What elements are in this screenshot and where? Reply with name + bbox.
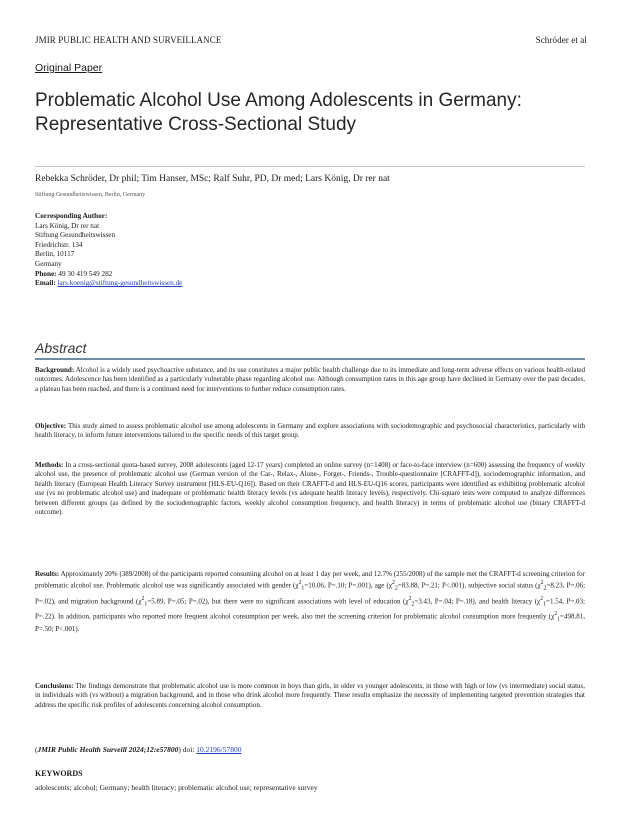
results-label: Results: (35, 570, 60, 578)
email-link[interactable]: lars.koenig@stiftung-gesundheitswissen.de (57, 279, 183, 288)
corresponding-phone: Phone: 49 30 419 549 282 (35, 269, 113, 278)
methods-label: Methods: (35, 461, 64, 469)
methods-text: In a cross-sectional quota-based survey, 2008 adolescents (aged 12-17 years) completed an online survey (n=1408) or face-to-face interview (n=600) assessing the frequency of weekly alcohol use, the presence of problematic alcohol use (German version of the Car-, Relax-, Alone-, Forget-, Friends-, Trouble-questionnaire [CRAFFT-d]), sociodemographic information, and health literacy (European Health Literacy Survey instrument [HLS-EU-Q16]). Based on their CRAFFT-d and HLS-EU-Q16 scores, participants were identified as exhibiting problematic alcohol use (vs no problematic alcohol use) and inadequate or problematic health literacy levels (vs adequate health literacy levels), respectively. Chi-square tests were computed to analyze differences between different groups (as defined by the sociodemographic factors, weekly alcohol consumption frequency, and health literacy) in terms of problematic alcohol use (binary CRAFFT-d outcome). (35, 461, 585, 517)
doi-link[interactable]: 10.2196/57800 (196, 745, 242, 754)
abstract-heading: Abstract (35, 340, 87, 356)
corresponding-author-block (35, 212, 182, 289)
abstract-divider (35, 358, 585, 360)
corresponding-name: Lars König, Dr rer nat (35, 221, 100, 230)
corresponding-country: Germany (35, 259, 62, 268)
corresponding-city: Berlin, 10117 (35, 250, 75, 259)
article-title (35, 89, 595, 137)
objective-label: Objective: (35, 422, 67, 430)
keywords-heading: KEYWORDS (35, 769, 83, 778)
background-label: Background: (35, 366, 75, 374)
keywords-text: adolescents; alcohol; Germany; health literacy; problematic alcohol use; representative survey (35, 783, 318, 792)
title-line-1: Problematic Alcohol Use Among Adolescents in Germany: (35, 90, 522, 111)
corresponding-label: Corresponding Author: (35, 212, 108, 220)
objective-text: This study aimed to assess problematic alcohol use among adolescents in Germany and explore associations with sociodemographic and psychosocial characteristics, particularly with health literacy, to inform future interventions tailored to the specific needs of this target group. (35, 422, 586, 440)
abstract-methods (35, 461, 585, 517)
corresponding-org: Stiftung Gesundheitswissen (35, 231, 116, 240)
background-text: Alcohol is a widely used psychoactive substance, and its use constitutes a major public health challenge due to its immediate and long-term adverse effects on various health-related outcomes. Adolescence has been identified as a particularly vulnerable phase regarding alcohol use. Although consumption rates in this age group have declined in Germany over the past decades, a plateau has been reached, and there is a continued need for interventions to further reduce consumption rates. (35, 366, 585, 393)
citation: (JMIR Public Health Surveill 2024;12:e57800) doi: 10.2196/57800 (35, 745, 242, 754)
title-line-2: Representative Cross-Sectional Study (35, 114, 357, 135)
corresponding-street: Friedrichstr. 134 (35, 240, 83, 249)
title-divider (35, 166, 585, 167)
article-type-link[interactable]: Original Paper (35, 62, 103, 74)
conclusions-text: The findings demonstrate that problematic alcohol use is more common in boys than girls, in older vs younger adolescents, in those with high or low (vs intermediate) social status, in individuals with (vs without) a migration background, and in those who drink alcohol more frequently. These results emphasize the necessity of implementing targeted prevention strategies that address the specific risk profiles of adolescents concerning alcohol consumption. (35, 682, 586, 709)
abstract-results: Results: Approximately 20% (389/2008) of the participants reported consuming alcohol on at least 1 day per week, and 12.7% (255/2008) of the sample met the CRAFFT-d screening criterion for problematic alcohol use. Problematic alcohol use was significantly associated with gender ($\chi^2_1=10.06$, P=.10; P=.001), age ($\chi^2_2=83.88$, P=.21; P<.001), subjective social status ($\chi^2_2=8.23$, P=.06; P=.02), and migration background ($\chi^2_1=5.89$, P=.05; P=.02), but there were no significant associations with level of education ($\chi^2_2=3.43$, P=.04; P=.18), and health literacy ($\chi^2_1=1.54$, P=.03; P=.22). In addition, participants who reported more frequent alcohol consumption per week, also met the screening criterion for problematic alcohol consumption more frequently ($\chi^2_1=498.81$, P=.50; P<.001). (35, 570, 586, 633)
journal-header: JMIR PUBLIC HEALTH AND SURVEILLANCE (35, 35, 222, 45)
abstract-background (35, 366, 585, 394)
corresponding-email: Email: lars.koenig@stiftung-gesundheitswissen.de (35, 279, 183, 288)
postcode: 10117 (56, 250, 75, 259)
affiliation: Stiftung Gesundheitswissen, Berlin, Germany (35, 192, 146, 198)
abstract-objective (35, 422, 585, 441)
conclusions-label: Conclusions: (35, 682, 74, 690)
citation-journal: JMIR Public Health Surveill 2024;12:e57800 (37, 745, 179, 754)
abstract-conclusions (35, 682, 585, 710)
running-author: Schröder et al (535, 35, 587, 45)
author-list: Rebekka Schröder, Dr phil; Tim Hanser, MSc; Ralf Suhr, PD, Dr med; Lars König, Dr rer nat (35, 174, 390, 184)
